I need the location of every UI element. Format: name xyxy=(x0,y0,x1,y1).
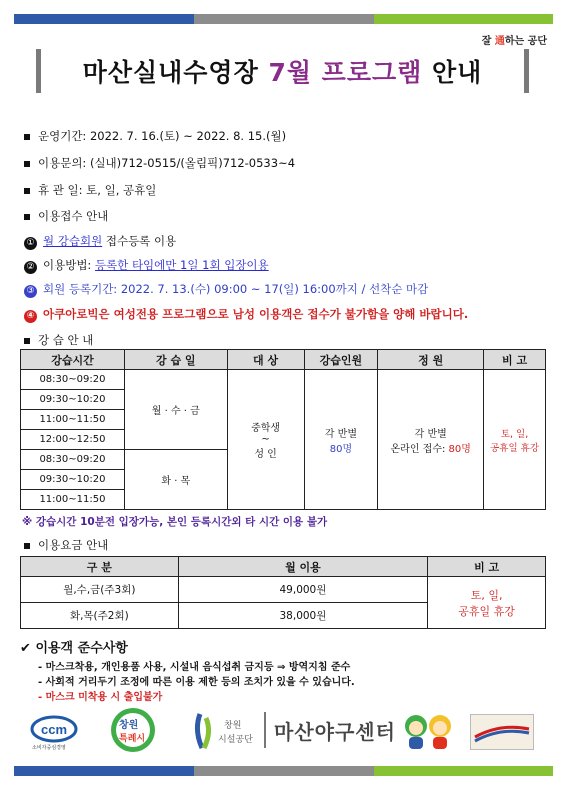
agency-logo-icon xyxy=(192,708,262,754)
target-line-1: 중학생 xyxy=(251,423,281,434)
flag-logo xyxy=(470,714,534,750)
capacity-line-2 xyxy=(378,440,483,455)
top-color-bar xyxy=(14,14,553,24)
class-size-cell xyxy=(304,370,378,510)
target-line-3: 성 인 xyxy=(254,449,277,460)
top-bar-green xyxy=(374,14,553,24)
reception-item-1-text: 접수등록 이용 xyxy=(102,234,177,248)
checkmark-icon: ✔ xyxy=(20,641,31,656)
remark-cell xyxy=(484,370,546,510)
time-cell: 11:00~11:50 xyxy=(21,410,125,430)
table-row xyxy=(21,370,546,390)
fee-header-price: 월 이용 xyxy=(178,557,428,577)
info-closed-text: 휴 관 일: 토, 일, 공휴일 xyxy=(38,183,157,197)
bottom-color-bar xyxy=(14,766,553,776)
slogan-pre: 잘 xyxy=(481,36,495,47)
bottom-bar-gray xyxy=(194,766,374,776)
fee-remark-line-2: 공휴일 휴강 xyxy=(458,604,515,618)
bullet-square-icon xyxy=(24,161,30,167)
days-cell-mwf: 월 · 수 · 금 xyxy=(124,370,227,450)
capacity-line-1: 각 반별 xyxy=(414,428,447,440)
flag-icon xyxy=(471,715,533,749)
reception-item-1-link: 월 강습회원 xyxy=(43,234,103,248)
fee-remark-cell xyxy=(428,577,546,629)
changwon-city-logo xyxy=(104,706,162,756)
changwon-city-logo-icon xyxy=(104,706,162,756)
reception-item-3-text: 회원 등록기간: 2022. 7. 13.(수) 09:00 ~ 17(일) 16:00까지 / 선착순 마감 xyxy=(43,282,429,296)
number-3-icon: ③ xyxy=(24,285,37,298)
schedule-section-title-text: 강 습 안 내 xyxy=(38,333,94,347)
reception-item-2-label: 이용방법: xyxy=(43,258,95,272)
title-pre: 마산실내수영장 xyxy=(82,58,269,87)
capacity-cell xyxy=(378,370,484,510)
reception-item-4 xyxy=(24,306,468,323)
info-closed xyxy=(24,182,156,198)
fee-section-title-text: 이용요금 안내 xyxy=(38,538,109,552)
rule-warning: - 마스크 미착용 시 출입불가 xyxy=(38,692,163,703)
fee-category-cell: 화,목(주2회) xyxy=(21,603,179,629)
bottom-bar-green xyxy=(374,766,553,776)
schedule-note: ※ 강습시간 10분전 입장가능, 본인 등록시간외 타 시간 이용 불가 xyxy=(22,516,328,528)
fee-price-cell: 49,000원 xyxy=(178,577,428,603)
info-period-text: 운영기간: 2022. 7. 16.(토) ~ 2022. 8. 15.(월) xyxy=(38,129,287,143)
fee-section-title xyxy=(24,537,108,553)
title-accent: 7월 프로그램 xyxy=(268,58,423,87)
reception-item-3 xyxy=(24,281,428,298)
capacity-online-value: 80명 xyxy=(448,443,471,455)
info-reception-text: 이용접수 안내 xyxy=(38,209,109,223)
class-size-line-2: 80명 xyxy=(329,443,353,455)
time-cell: 09:30~10:20 xyxy=(21,470,125,490)
fee-price-cell: 38,000원 xyxy=(178,603,428,629)
center-name-logo: 마산야구센터 xyxy=(274,720,396,744)
schedule-header-size: 강습인원 xyxy=(304,350,378,370)
slogan-post: 하는 공단 xyxy=(504,36,547,47)
slogan-highlight: 通 xyxy=(494,36,505,47)
fee-category-cell: 월,수,금(주3회) xyxy=(21,577,179,603)
rule-item: - 마스크착용, 개인용품 사용, 시설내 음식섭취 금지등 ⇒ 방역지침 준수 xyxy=(38,662,351,673)
schedule-header-row xyxy=(21,350,546,370)
rule-item: - 사회적 거리두기 조정에 따른 이용 제한 등의 조치가 있을 수 있습니다. xyxy=(38,677,355,688)
schedule-header-capacity: 정 원 xyxy=(378,350,484,370)
agency-logo-line-2: 시설공단 xyxy=(218,735,253,745)
changwon-logo-sub: 특례시 xyxy=(119,734,146,744)
time-cell: 08:30~09:20 xyxy=(21,450,125,470)
bullet-square-icon xyxy=(24,214,30,220)
page-title-box xyxy=(36,49,529,93)
schedule-header-time: 강습시간 xyxy=(21,350,125,370)
schedule-header-remark: 비 고 xyxy=(484,350,546,370)
logo-divider xyxy=(264,712,266,748)
fee-table xyxy=(20,556,546,629)
ccm-logo-icon xyxy=(30,714,98,752)
bullet-square-icon xyxy=(24,543,30,549)
info-period xyxy=(24,128,286,144)
mascot-image xyxy=(400,710,456,754)
info-reception xyxy=(24,208,108,224)
agency-logo-line-1: 창원 xyxy=(224,721,242,731)
schedule-header-days: 강 습 일 xyxy=(124,350,227,370)
top-bar-blue xyxy=(14,14,194,24)
fee-header-category: 구 분 xyxy=(21,557,179,577)
time-cell: 11:00~11:50 xyxy=(21,490,125,510)
time-cell: 08:30~09:20 xyxy=(21,370,125,390)
bullet-square-icon xyxy=(24,188,30,194)
time-cell: 09:30~10:20 xyxy=(21,390,125,410)
fee-header-remark: 비 고 xyxy=(428,557,546,577)
schedule-section-title xyxy=(24,332,93,348)
ccm-logo-sub: 소비자중심경영 xyxy=(32,745,66,751)
agency-logo xyxy=(192,708,262,754)
ccm-logo-text: ccm xyxy=(41,722,68,737)
target-line-2: ~ xyxy=(261,434,270,445)
schedule-table xyxy=(20,349,546,510)
rules-title-text: 이용객 준수사항 xyxy=(35,641,128,656)
rules-title xyxy=(20,637,128,656)
fee-remark-line-1: 토, 일, xyxy=(470,588,503,602)
page-title xyxy=(83,53,483,89)
slogan xyxy=(482,32,547,47)
schedule-header-target: 대 상 xyxy=(227,350,304,370)
number-4-icon: ④ xyxy=(24,310,37,323)
info-contact xyxy=(24,155,295,171)
remark-line-1: 토, 일, xyxy=(500,428,529,440)
reception-item-2-link: 등록한 타임에만 1일 1회 입장이용 xyxy=(94,258,269,272)
time-cell: 12:00~12:50 xyxy=(21,430,125,450)
info-contact-text: 이용문의: (실내)712-0515/(올림픽)712-0533~4 xyxy=(38,156,296,170)
reception-item-2 xyxy=(24,257,269,274)
capacity-online-label: 온라인 접수: xyxy=(390,443,449,455)
mascot-icon xyxy=(400,710,456,754)
reception-item-4-text: 아쿠아로빅은 여성전용 프로그램으로 남성 이용객은 접수가 불가함을 양해 바랍니다. xyxy=(43,307,469,321)
remark-line-2: 공휴일 휴강 xyxy=(490,442,539,454)
changwon-logo-text: 창원 xyxy=(119,720,139,731)
bottom-bar-blue xyxy=(14,766,194,776)
title-post: 안내 xyxy=(422,58,483,87)
logo-strip xyxy=(30,706,540,756)
reception-item-1 xyxy=(24,233,176,250)
bullet-square-icon xyxy=(24,134,30,140)
bullet-square-icon xyxy=(24,338,30,344)
target-cell xyxy=(227,370,304,510)
ccm-logo xyxy=(30,714,98,752)
table-row xyxy=(21,577,546,603)
days-cell-tt: 화 · 목 xyxy=(124,450,227,510)
class-size-line-1: 각 반별 xyxy=(324,428,357,440)
top-bar-gray xyxy=(194,14,374,24)
number-1-icon: ① xyxy=(24,237,37,250)
fee-header-row xyxy=(21,557,546,577)
number-2-icon: ② xyxy=(24,261,37,274)
